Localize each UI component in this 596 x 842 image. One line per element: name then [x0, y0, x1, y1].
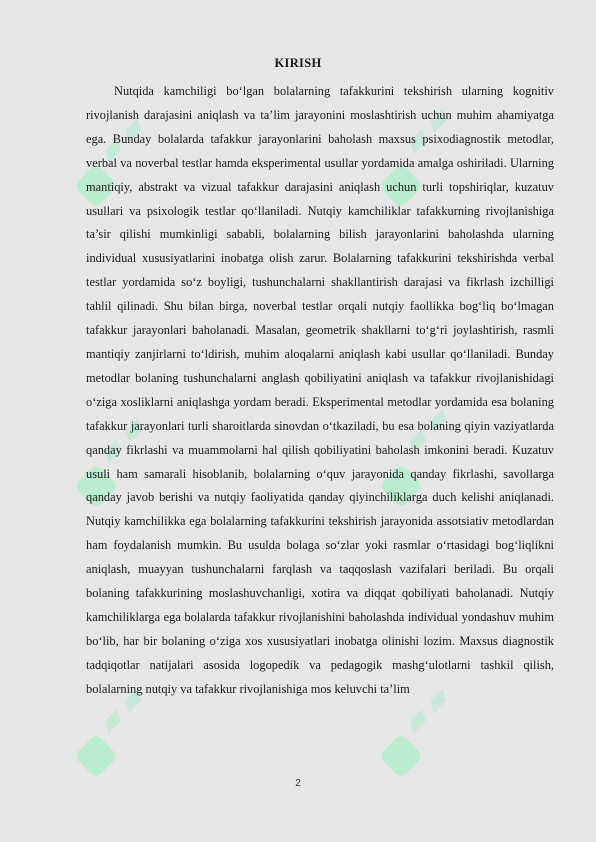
watermark-logo-icon: ▰▰	[91, 675, 157, 740]
page-title: KIRISH	[274, 56, 322, 70]
watermark-logo-icon: ▰▰	[396, 675, 462, 740]
body-paragraph: Nutqida kamchiligi bo‘lgan bolalarning tafakkurini tekshirish ularning kognitiv rivojlanish darajasini aniqlash va ta’lim jarayonini moslashtirish uchun muhim ahamiyatga ega. Bunday bolalarda tafakkur jarayonlarini baholash maxsus psixodiagnostik metodlar, verbal va noverbal testlar hamda eksperimental usullar yordamida amalga oshiriladi. Ularning mantiqiy, abstrakt va vizual tafakkur darajasini aniqlash uchun turli topshiriqlar, kuzatuv usullari va psixologik testlar qo‘llaniladi. Nutqiy kamchiliklar tafakkurning rivojlanishiga ta’sir qilishi mumkinligi sababli, bolalarning bilish jarayonlarini baholashda ularning individual xususiyatlarini inobatga olish zarur. Bolalarning tafakkurini tekshirishda verbal testlar yordamida so‘z boyligi, tushunchalarni shakllantirish darajasi va fikrlash izchilligi tahlil qilinadi. Shu bilan birga, noverbal testlar orqali nutqiy faollikka bog‘liq bo‘lmagan tafakkur jarayonlari baholanadi. Masalan, geometrik shakllarni to‘g‘ri joylashtirish, rasmli mantiqiy zanjirlarni to‘ldirish, muhim aloqalarni aniqlash kabi usullar qo‘llaniladi. Bunday metodlar bolaning tushunchalarni anglash qobiliyatini aniqlash va tafakkur rivojlanishidagi o‘ziga xosliklarni aniqlashga yordam beradi. Eksperimental metodlar yordamida esa bolaning tafakkur jarayonlari turli sharoitlarda sinovdan o‘tkaziladi, bu esa bolaning qiyin vaziyatlarda qanday fikrlashi va muammolarni hal qilish qobiliyatini baholash imkonini beradi. Kuzatuv usuli ham samarali hisoblanib, bolalarning o‘quv jarayonida qanday fikrlashi, savollarga qanday javob berishi va nutqiy faoliyatida qanday qiyinchiliklarga duch kelishi aniqlanadi. Nutqiy kamchilikka ega bolalarning tafakkurini tekshirish jarayonida assotsiativ metodlardan ham foydalanish mumkin. Bu usulda bolaga so‘zlar yoki rasmlar o‘rtasidagi bog‘liqlikni aniqlash, muayyan tushunchalarni farqlash va taqqoslash vazifalari beriladi. Bu orqali bolaning tafakkurining moslashuvchanligi, xotira va diqqat qobiliyati baholanadi. Nutqiy kamchiliklarga ega bolalarda tafakkur rivojlanishini baholashda individual yondashuv muhim bo‘lib, har bir bolaning o‘ziga xos xususiyatlari inobatga olinishi lozim. Maxsus diagnostik tadqiqotlar natijalari asosida logopedik va pedagogik mashg‘ulotlarni tashkil qilish, bolalarning nutqiy va tafakkur rivojlanishiga mos keluvchi ta’lim	[86, 84, 554, 696]
page-number: 2	[295, 778, 301, 789]
watermark-logo-icon: ▰▰	[396, 95, 462, 160]
watermark-logo-icon	[378, 733, 423, 778]
watermark-logo-icon: ▰▰	[91, 105, 157, 170]
watermark-logo-icon	[73, 733, 118, 778]
watermark-logo-icon: ▰▰	[396, 395, 462, 460]
watermark-logo-icon: ▰▰	[91, 405, 157, 470]
